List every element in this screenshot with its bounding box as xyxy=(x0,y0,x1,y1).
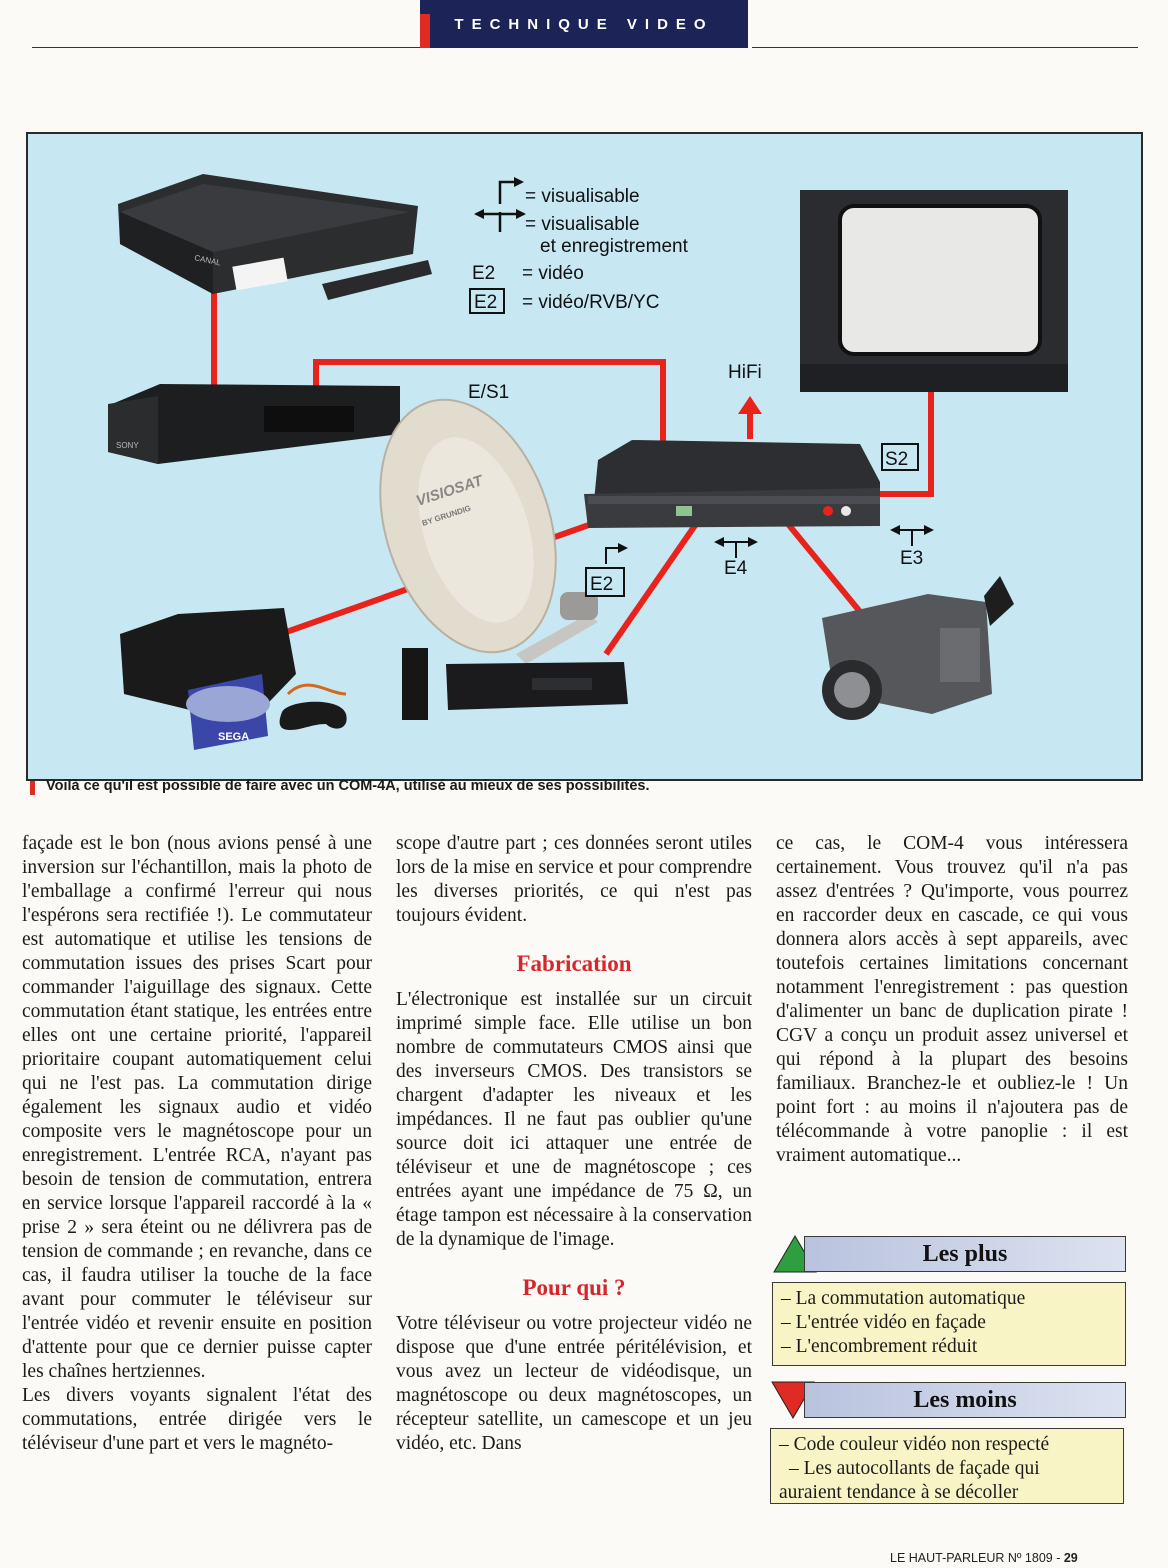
plus-item: – L'entrée vidéo en façade xyxy=(781,1312,986,1333)
section-title-pour-qui: Pour qui ? xyxy=(522,1275,626,1300)
legend-e2-box-text: = vidéo/RVB/YC xyxy=(522,292,660,313)
header-rule-left xyxy=(32,47,420,48)
setup-photo xyxy=(26,132,1143,781)
plus-item: – L'encombrement réduit xyxy=(781,1336,978,1357)
col2-paragraph-1: scope d'autre part ; ces données seront utiles lors de la mise en service et pour comprendre les diverses priorités, ce qui n'est pas toujours évident. xyxy=(396,833,752,926)
legend-e2-text: = vidéo xyxy=(522,263,584,284)
label-hifi: HiFi xyxy=(728,362,762,383)
visualisable-recording-arrow-icon xyxy=(474,209,526,232)
game-console xyxy=(120,608,296,750)
moins-box-title: Les moins xyxy=(804,1382,1126,1418)
page-footer xyxy=(890,1551,1078,1565)
col2-paragraph-2: L'électronique est installée sur un circuit imprimé simple face. Elle utilise un bon nombre de commutateurs CMOS ainsi que des inverseurs CMOS. Des transistors se chargent d'adapter les niveaux et les impédances. Il ne faut pas oublier qu'une source doit ici attaquer une entrée de téléviseur et une de magnétoscope ; ces entrées ayant une impédance de 75 Ω, un étage tampon est nécessaire à la conservation de la dynamique de l'image. xyxy=(396,989,752,1250)
plus-item: – La commutation automatique xyxy=(781,1288,1026,1309)
plus-box-title: Les plus xyxy=(804,1236,1126,1272)
cable-switch-camcorder xyxy=(788,524,866,619)
e3-arrow-icon xyxy=(890,525,934,546)
moins-box xyxy=(770,1428,1124,1504)
legend-visualisable: = visualisable xyxy=(525,186,640,207)
hifi-arrow xyxy=(738,396,762,439)
label-e2: E2 xyxy=(590,574,614,595)
console-brand: SEGA xyxy=(218,731,250,743)
plus-box xyxy=(772,1282,1126,1366)
header-rule-right xyxy=(752,47,1138,48)
label-e4: E4 xyxy=(724,558,748,579)
vcr-brand: SONY xyxy=(116,441,139,450)
moins-item: auraient tendance à se décoller xyxy=(779,1482,1019,1503)
visualisable-arrow-icon xyxy=(500,177,524,204)
moins-item: – Les autocollants de façade qui xyxy=(789,1458,1040,1479)
tv-device xyxy=(800,190,1068,392)
label-s2: S2 xyxy=(885,449,909,470)
section-header: TECHNIQUE VIDEO xyxy=(420,0,748,48)
article-column-2 xyxy=(396,832,752,1456)
dish-brand: VISIOSAT xyxy=(413,472,485,510)
satellite-receiver xyxy=(402,648,628,720)
article-column-1 xyxy=(22,832,372,1456)
label-es1: E/S1 xyxy=(468,382,510,403)
legend-visualisable-rec: = visualisable xyxy=(525,214,640,235)
dish-brand-sub: BY GRUNDIG xyxy=(420,503,473,528)
figure-caption: Voilà ce qu'il est possible de faire avec un COM-4A, utilisé au mieux de ses possibilités. xyxy=(46,778,650,794)
caption-marker xyxy=(30,781,35,795)
col1-paragraph-2: Les divers voyants signalent l'état des commutations, entrée dirigée vers le téléviseur d'une part et vers le magnéto- xyxy=(22,1385,372,1454)
e2-arrow-icon xyxy=(606,543,628,564)
label-e3: E3 xyxy=(900,548,924,569)
footer-magazine: LE HAUT-PARLEUR Nº 1809 - xyxy=(890,1551,1061,1565)
gamepad xyxy=(280,685,347,730)
col2-paragraph-3: Votre téléviseur ou votre projecteur vidéo ne dispose que d'une entrée péritélévision, et vous avez un lecteur de vidéodisque, un magnétoscope ou deux magnétoscopes, un récepteur satellite, un camescope et un jeu vidéo, etc. Dans xyxy=(396,1313,752,1454)
vcr-device xyxy=(108,384,400,464)
com4a-switch xyxy=(584,440,880,528)
decoder-brand: CANAL xyxy=(193,253,222,268)
e4-arrow-icon xyxy=(714,537,758,558)
article-column-3 xyxy=(776,832,1128,1168)
legend xyxy=(470,177,689,313)
section-title-fabrication: Fabrication xyxy=(516,951,632,976)
moins-item: – Code couleur vidéo non respecté xyxy=(779,1434,1050,1455)
legend-visualisable-rec-2: et enregistrement xyxy=(540,236,688,257)
section-header-accent xyxy=(420,14,430,48)
page-number: 29 xyxy=(1063,1551,1078,1565)
setup-diagram xyxy=(28,134,1141,779)
col1-paragraph-1: façade est le bon (nous avions pensé à une inversion sur l'échantillon, mais la photo de l'emballage a confirmé l'erreur qui nous l'espérons sera rectifiée !). Le commutateur est automatique et utilise les tensions de commutation issues des prises Scart pour commander l'aiguillage des signaux. Cette commutation étant statique, les entrées entre elles ont une certaine priorité, l'appareil prioritaire coupant automatiquement celui qui ne l'est pas. La commutation dirige également les signaux audio et vidéo composite vers le magnétoscope pour un enregistrement. L'entrée RCA, n'ayant pas besoin de tension de commutation, entrera en service lorsque l'appareil raccordé à la « prise 2 » sera éteint ou ne délivrera pas de tension de commande ; en revanche, dans ce cas, il faudra utiliser la touche de la face avant pour commuter le téléviseur sur l'entrée vidéo et revenir ensuite en position d'attente pour que ce dernier puisse capter les chaînes hertziennes. xyxy=(22,833,372,1382)
legend-e2-box-code: E2 xyxy=(474,292,498,313)
legend-e2-code: E2 xyxy=(472,263,496,284)
col3-paragraph-1: ce cas, le COM-4 vous intéressera certainement. Vous trouvez qu'il n'a pas assez d'entrées ? Qu'importe, vous pourrez en raccorder deux en cascade, ce qui vous donnera alors accès à sept appareils, avec toutefois certaines limitations concernant notamment l'enregistrement : pas question d'alimenter un banc de duplication pirate ! CGV a conçu un produit assez universel et qui répond à la plupart des besoins familiaux. Branchez-le et oubliez-le ! Un point fort : au moins il n'ajoutera pas de télécommande à votre panoplie : il est vraiment automatique... xyxy=(776,833,1128,1166)
